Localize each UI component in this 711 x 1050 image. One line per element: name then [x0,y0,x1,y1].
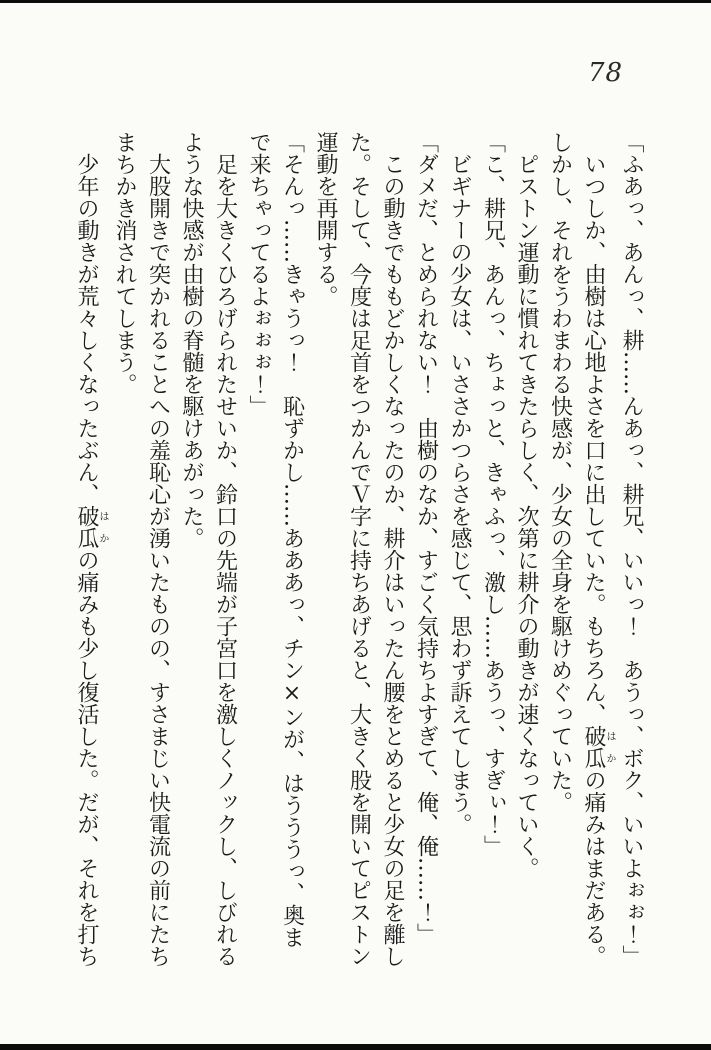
paragraph-narration: 足を大きくひろげられたせいか、鈴口の先端が子宮口を激しくノックし、しびれるような快感が由樹の脊髄を駆けあがった。 [179,131,238,967]
ruby-annotated-word: 破瓜はか [74,505,108,549]
paragraph-narration: いつしか、由樹は心地よさを口に出していた。もちろん、破瓜はかの痛みはまだある。しかし、それをうわまわる快感が、少女の全身を駆けめぐっていた。 [547,131,615,967]
paragraph-narration: この動きでももどかしくなったのか、耕介はいったん腰をとめると少女の足を離した。そして、今度は足首をつかんでＶ字に持ちあげると、大きく股を開いてピストン運動を再開する。 [313,131,405,967]
ruby-annotated-word: 破瓜はか [581,725,615,769]
paragraph-narration: ビギナーの少女は、いささかつらさを感じて、思わず訴えてしまう。 [447,153,472,835]
page-bottom-edge [0,1044,711,1050]
paragraph-narration: 大股開きで突かれることへの羞恥心が湧いたものの、すさまじい快電流の前にたちまちかき消されてしまう。 [112,131,171,967]
paragraph-dialogue: 「こ、耕兄、あんっ、ちょっと、きゃふっ、激し……あうっ、すぎぃ！」 [480,131,506,857]
paragraph-narration: ピストン運動に慣れてきたらしく、次第に耕介の動きが速くなっていく。 [514,153,539,879]
paragraph-dialogue: 「ダメだ、とめられない！ 由樹のなか、すごく気持ちよすぎて、俺、俺……！」 [413,131,439,945]
paragraph-narration: 少年の動きが荒々しくなったぶん、破瓜はかの痛みも少し復活した。だが、それを打ち [74,153,108,967]
paragraph-dialogue: 「ふあっ、あんっ、耕……んあっ、耕兄、いいっ！ あうっ、ボク、いいよぉぉ！」 [619,131,644,967]
body-text [70,131,649,969]
page-top-edge [0,0,711,3]
paragraph-dialogue: 「そんっ……きゃうっ！ 恥ずかし……あああっ、チン×ンが、はうううっ、奥まで来ちゃってるよぉぉぉ！」 [246,131,305,948]
page-number: 78 [588,58,624,88]
